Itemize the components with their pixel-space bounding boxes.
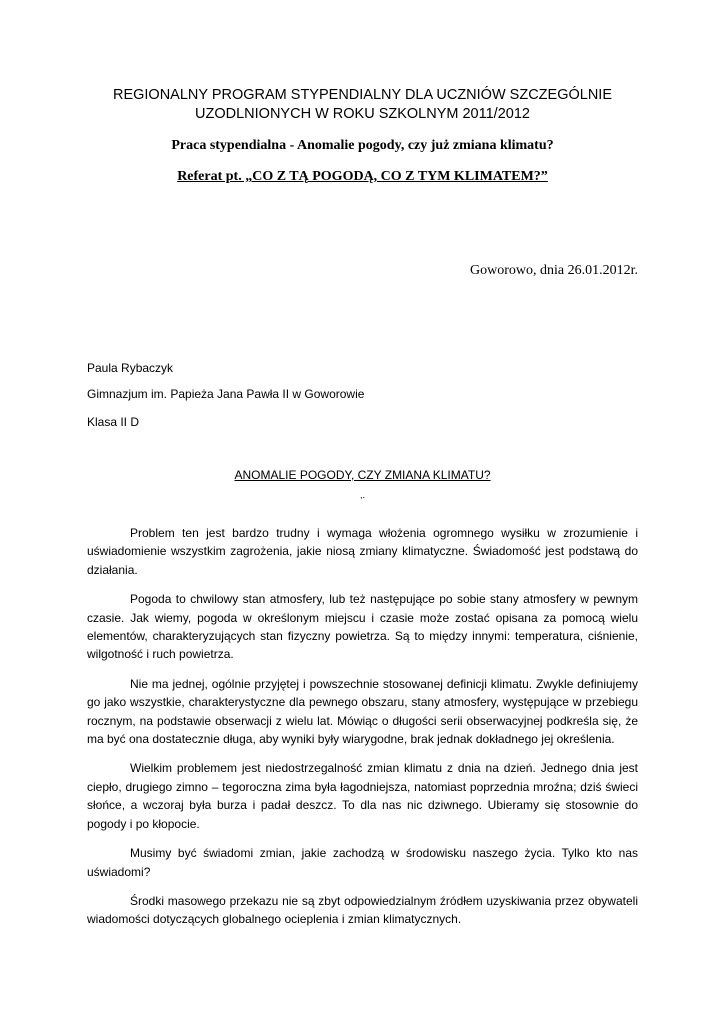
- paragraph: Wielkim problemem jest niedostrzegalność zmian klimatu z dnia na dzień. Jednego dnia jest ciepło, drugiego zimno – tegoroczna zima była łagodniejsza, natomiast poprzednia mroźna; dziś świeci słońce, a wczoraj była burza i padał deszcz. To dla nas nic dziwnego. Ubieramy się stosownie do pogody i po kłopocie.: [87, 761, 638, 831]
- program-title: REGIONALNY PROGRAM STYPENDIALNY DLA UCZNIÓW SZCZEGÓLNIE UZODLNIONYCH W ROKU SZKOLNYM 2011/2012: [112, 87, 612, 122]
- paragraph: Środki masowego przekazu nie są zbyt odpowiedzialnym źródłem uzyskiwania przez obywateli wiadomości dotyczących globalnego ocieplenia i zmian klimatycznych.: [87, 893, 638, 927]
- section-heading: ANOMALIE POGODY, CZY ZMIANA KLIMATU?: [234, 468, 491, 482]
- school-name: Gimnazjum im. Papieża Jana Pawła II w Goworowie: [87, 387, 365, 401]
- paper-subtitle: Praca stypendialna - Anomalie pogody, czy już zmiana klimatu?: [171, 138, 554, 153]
- class-name: Klasa II D: [87, 415, 140, 429]
- author-name: Paula Rybaczyk: [87, 361, 174, 375]
- place-date: Goworowo, dnia 26.01.2012r.: [470, 263, 638, 278]
- stray-mark: ,.: [359, 490, 365, 500]
- referat-title: Referat pt. „CO Z TĄ POGODĄ, CO Z TYM KLIMATEM?”: [177, 169, 548, 184]
- paragraph: Pogoda to chwilowy stan atmosfery, lub też następujące po sobie stany atmosfery w pewnym czasie. Jak wiemy, pogoda w określonym miejscu i czasie może zostać opisana za pomocą wielu elementów, charakteryzujących stan fizyczny powietrza. Są to między innymi: temperatura, ciśnienie, wilgotność i ruch powietrza.: [87, 592, 638, 662]
- body-text: [87, 524, 638, 940]
- paragraph: Musimy być świadomi zmian, jakie zachodzą w środowisku naszego życia. Tylko kto nas uświadomi?: [87, 846, 638, 879]
- paragraph: Nie ma jednej, ogólnie przyjętej i powszechnie stosowanej definicji klimatu. Zwykle definiujemy go jako wszystkie, charakterystyczne dla pewnego obszaru, stany atmosfery, występujące w przebiegu rocznym, na podstawie obserwacji z wielu lat. Mówiąc o długości serii obserwacyjnej podkreśla się, że ma być ona dostatecznie długa, aby wyniki były wiarygodne, brak jednak dokładnego jej określenia.: [87, 676, 638, 747]
- paragraph: Problem ten jest bardzo trudny i wymaga włożenia ogromnego wysiłku w zrozumienie i uświadomienie wszystkim zagrożenia, jakie niosą zmiany klimatyczne. Świadomość jest podstawą do działania.: [87, 526, 638, 577]
